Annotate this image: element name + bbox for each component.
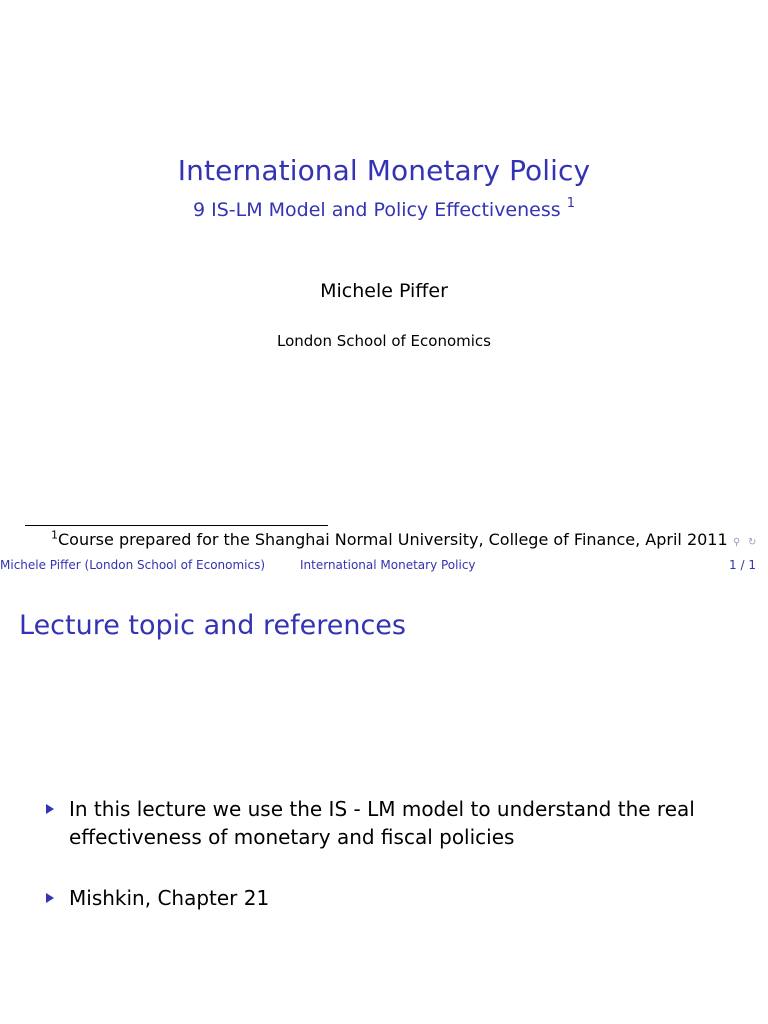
footer-page-number: 1 / 1	[729, 558, 756, 572]
footnote-mark: 1	[51, 528, 58, 542]
author-name: Michele Piffer	[320, 280, 448, 302]
subtitle-text: 9 IS-LM Model and Policy Effectiveness	[193, 199, 561, 221]
institute-name: London School of Economics	[277, 332, 491, 350]
footnote-rule	[25, 525, 328, 526]
bullet-triangle-icon	[46, 804, 54, 814]
navigation-symbols[interactable]	[733, 537, 765, 549]
presentation-title: International Monetary Policy	[177, 154, 591, 187]
footer-title: International Monetary Policy	[300, 558, 476, 572]
bullet-text: In this lecture we use the IS - LM model to understand the real effectiveness of monetary and fiscal policies	[69, 797, 695, 849]
nav-search-icon[interactable]: ⚲	[733, 537, 741, 548]
bullet-text: Mishkin, Chapter 21	[69, 886, 270, 910]
subtitle-footnote-mark: 1	[566, 195, 575, 211]
footnote-text: Course prepared for the Shanghai Normal University, College of Finance, April 2011	[58, 530, 728, 549]
bullet-triangle-icon	[46, 893, 54, 903]
footnote	[51, 530, 728, 549]
footer-author: Michele Piffer (London School of Economics)	[0, 558, 266, 572]
nav-loop-icon[interactable]: ↻	[748, 537, 757, 548]
presentation-subtitle	[0, 195, 768, 221]
frame-title: Lecture topic and references	[19, 610, 406, 641]
footer-bar	[0, 556, 768, 574]
content-slide	[0, 577, 768, 1024]
